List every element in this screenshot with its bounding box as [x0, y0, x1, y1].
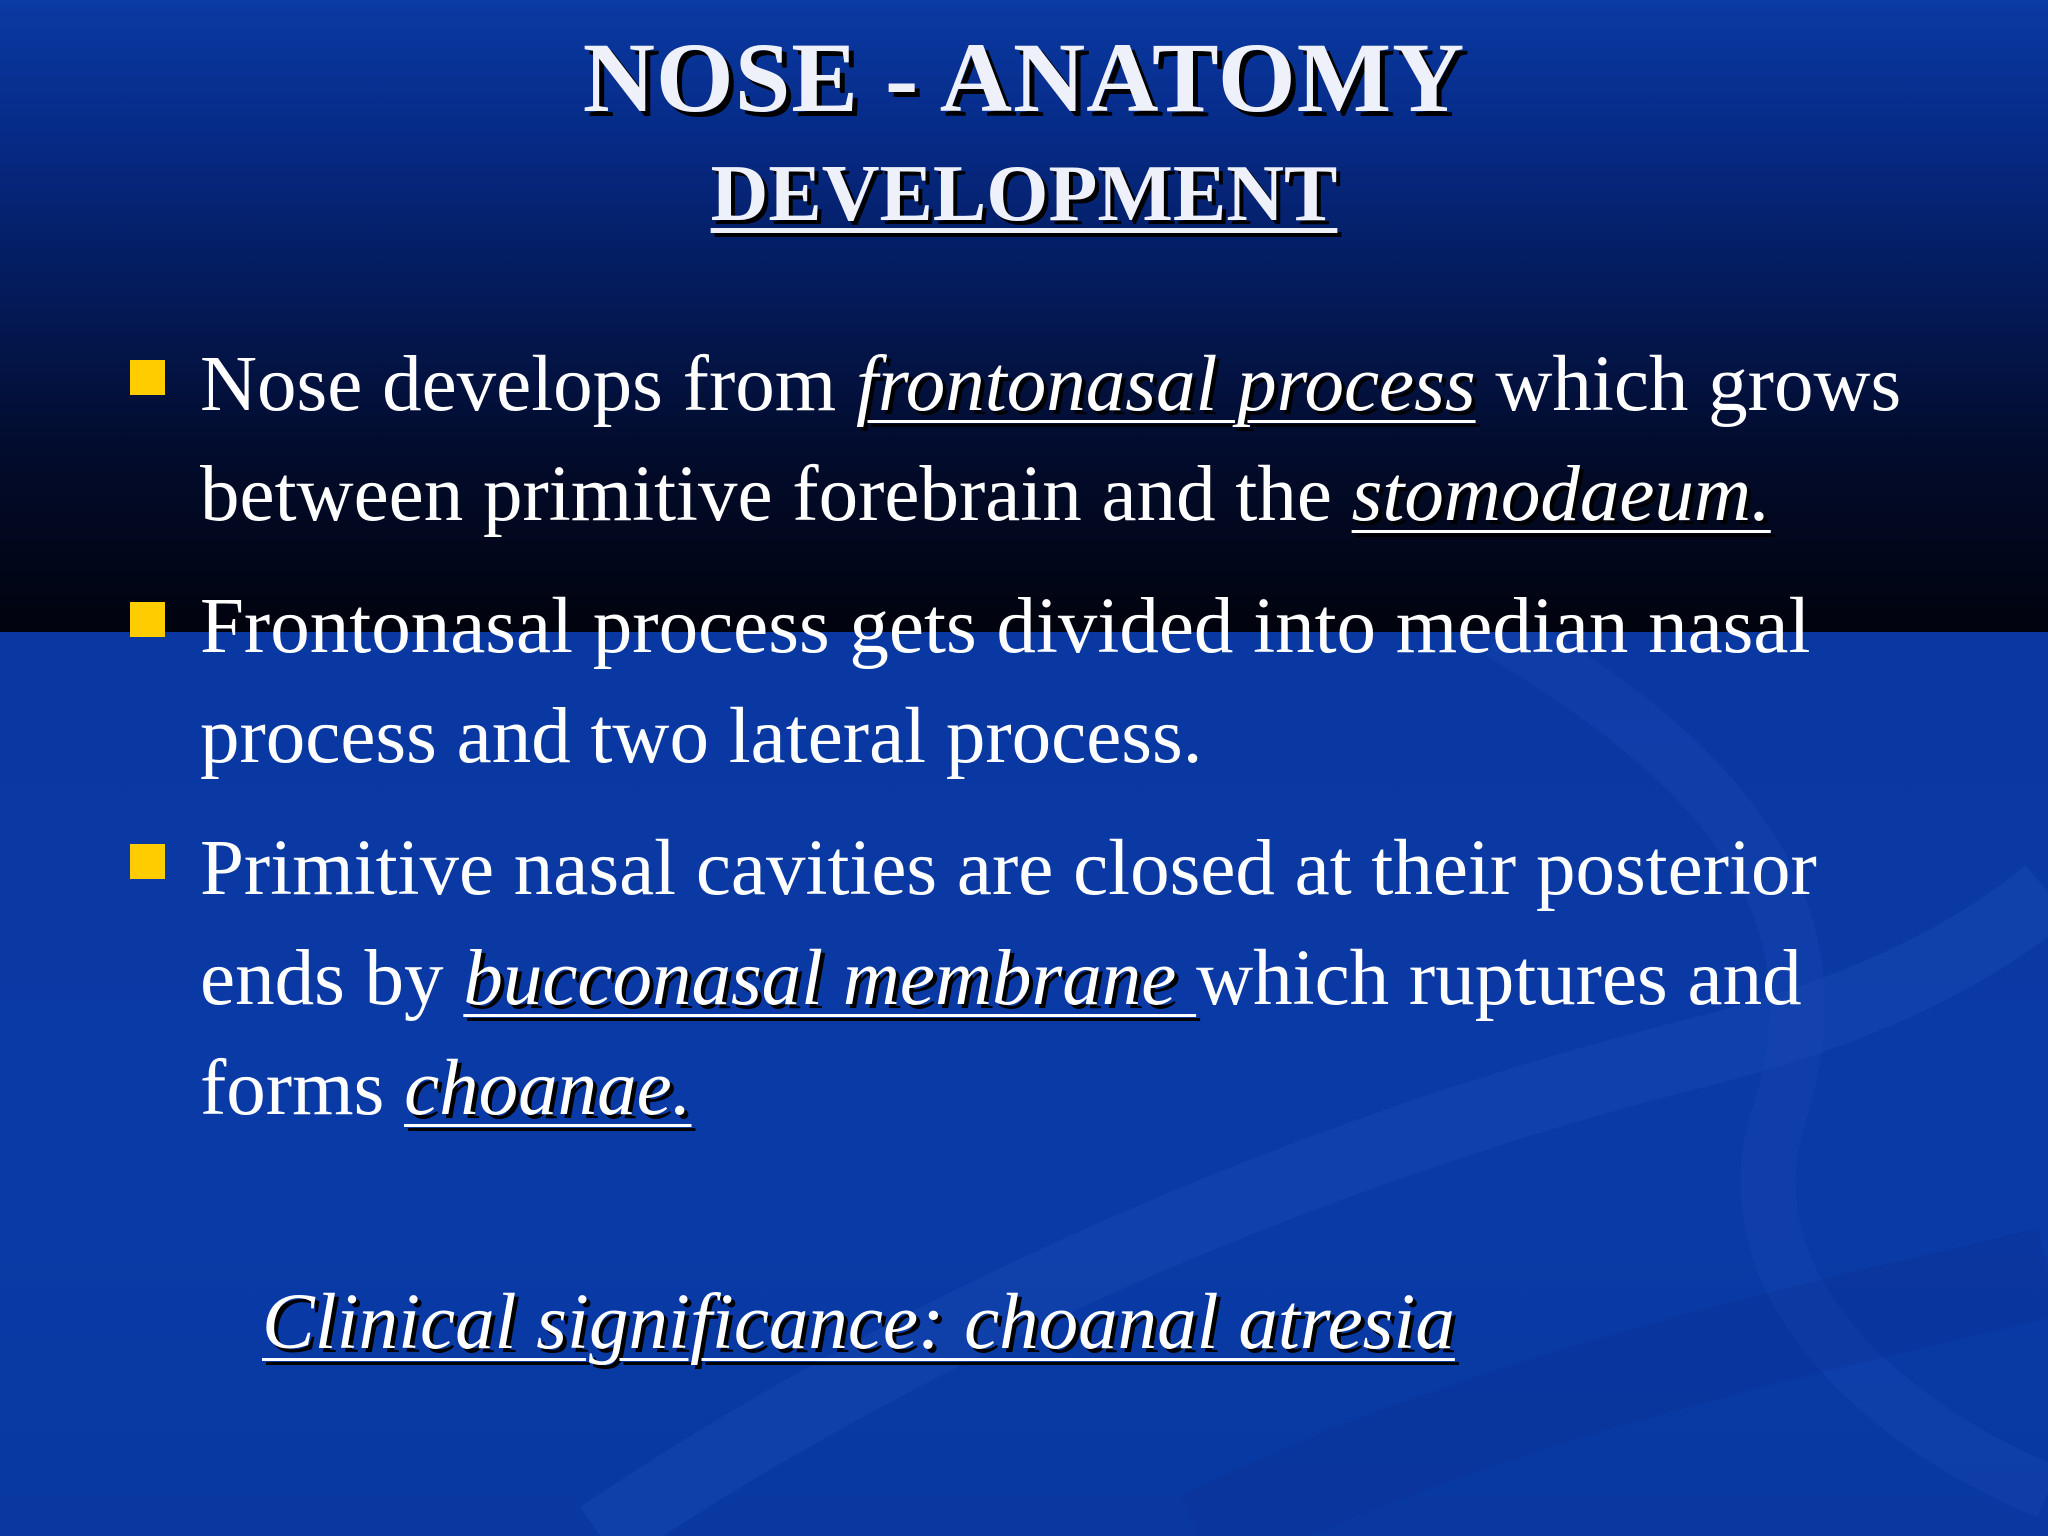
term-choanae: choanae.: [404, 1045, 692, 1132]
bullet-item-1: [0, 330, 2048, 550]
slide-subtitle: [0, 144, 2048, 244]
term-stomodaeum: stomodaeum.: [1351, 451, 1771, 538]
square-bullet-icon: [130, 602, 165, 637]
term-frontonasal-process: frontonasal process: [856, 341, 1476, 428]
clinical-significance-note: Clinical significance: choanal atresia: [262, 1279, 1455, 1366]
bullet-item-2: [0, 572, 2048, 792]
bullet-text: Primitive nasal cavities are closed at their posterior ends by: [200, 825, 1817, 1022]
square-bullet-icon: [130, 844, 165, 879]
bullet-text: Nose develops from: [200, 341, 856, 428]
slide-title: NOSE - ANATOMY: [582, 22, 1466, 133]
bullet-text: which ruptures and forms: [200, 935, 1802, 1132]
bullet-text: which grows between primitive forebrain and the: [200, 341, 1902, 538]
bullet-item-3: [0, 814, 2048, 1144]
term-bucconasal-membrane: bucconasal membrane: [463, 935, 1197, 1022]
bullet-text: Frontonasal process gets divided into median nasal process and two lateral process.: [200, 583, 1811, 780]
subtitle-text: DEVELOPMENT: [710, 150, 1338, 238]
square-bullet-icon: [130, 360, 165, 395]
bullet-list: [0, 330, 2048, 1144]
